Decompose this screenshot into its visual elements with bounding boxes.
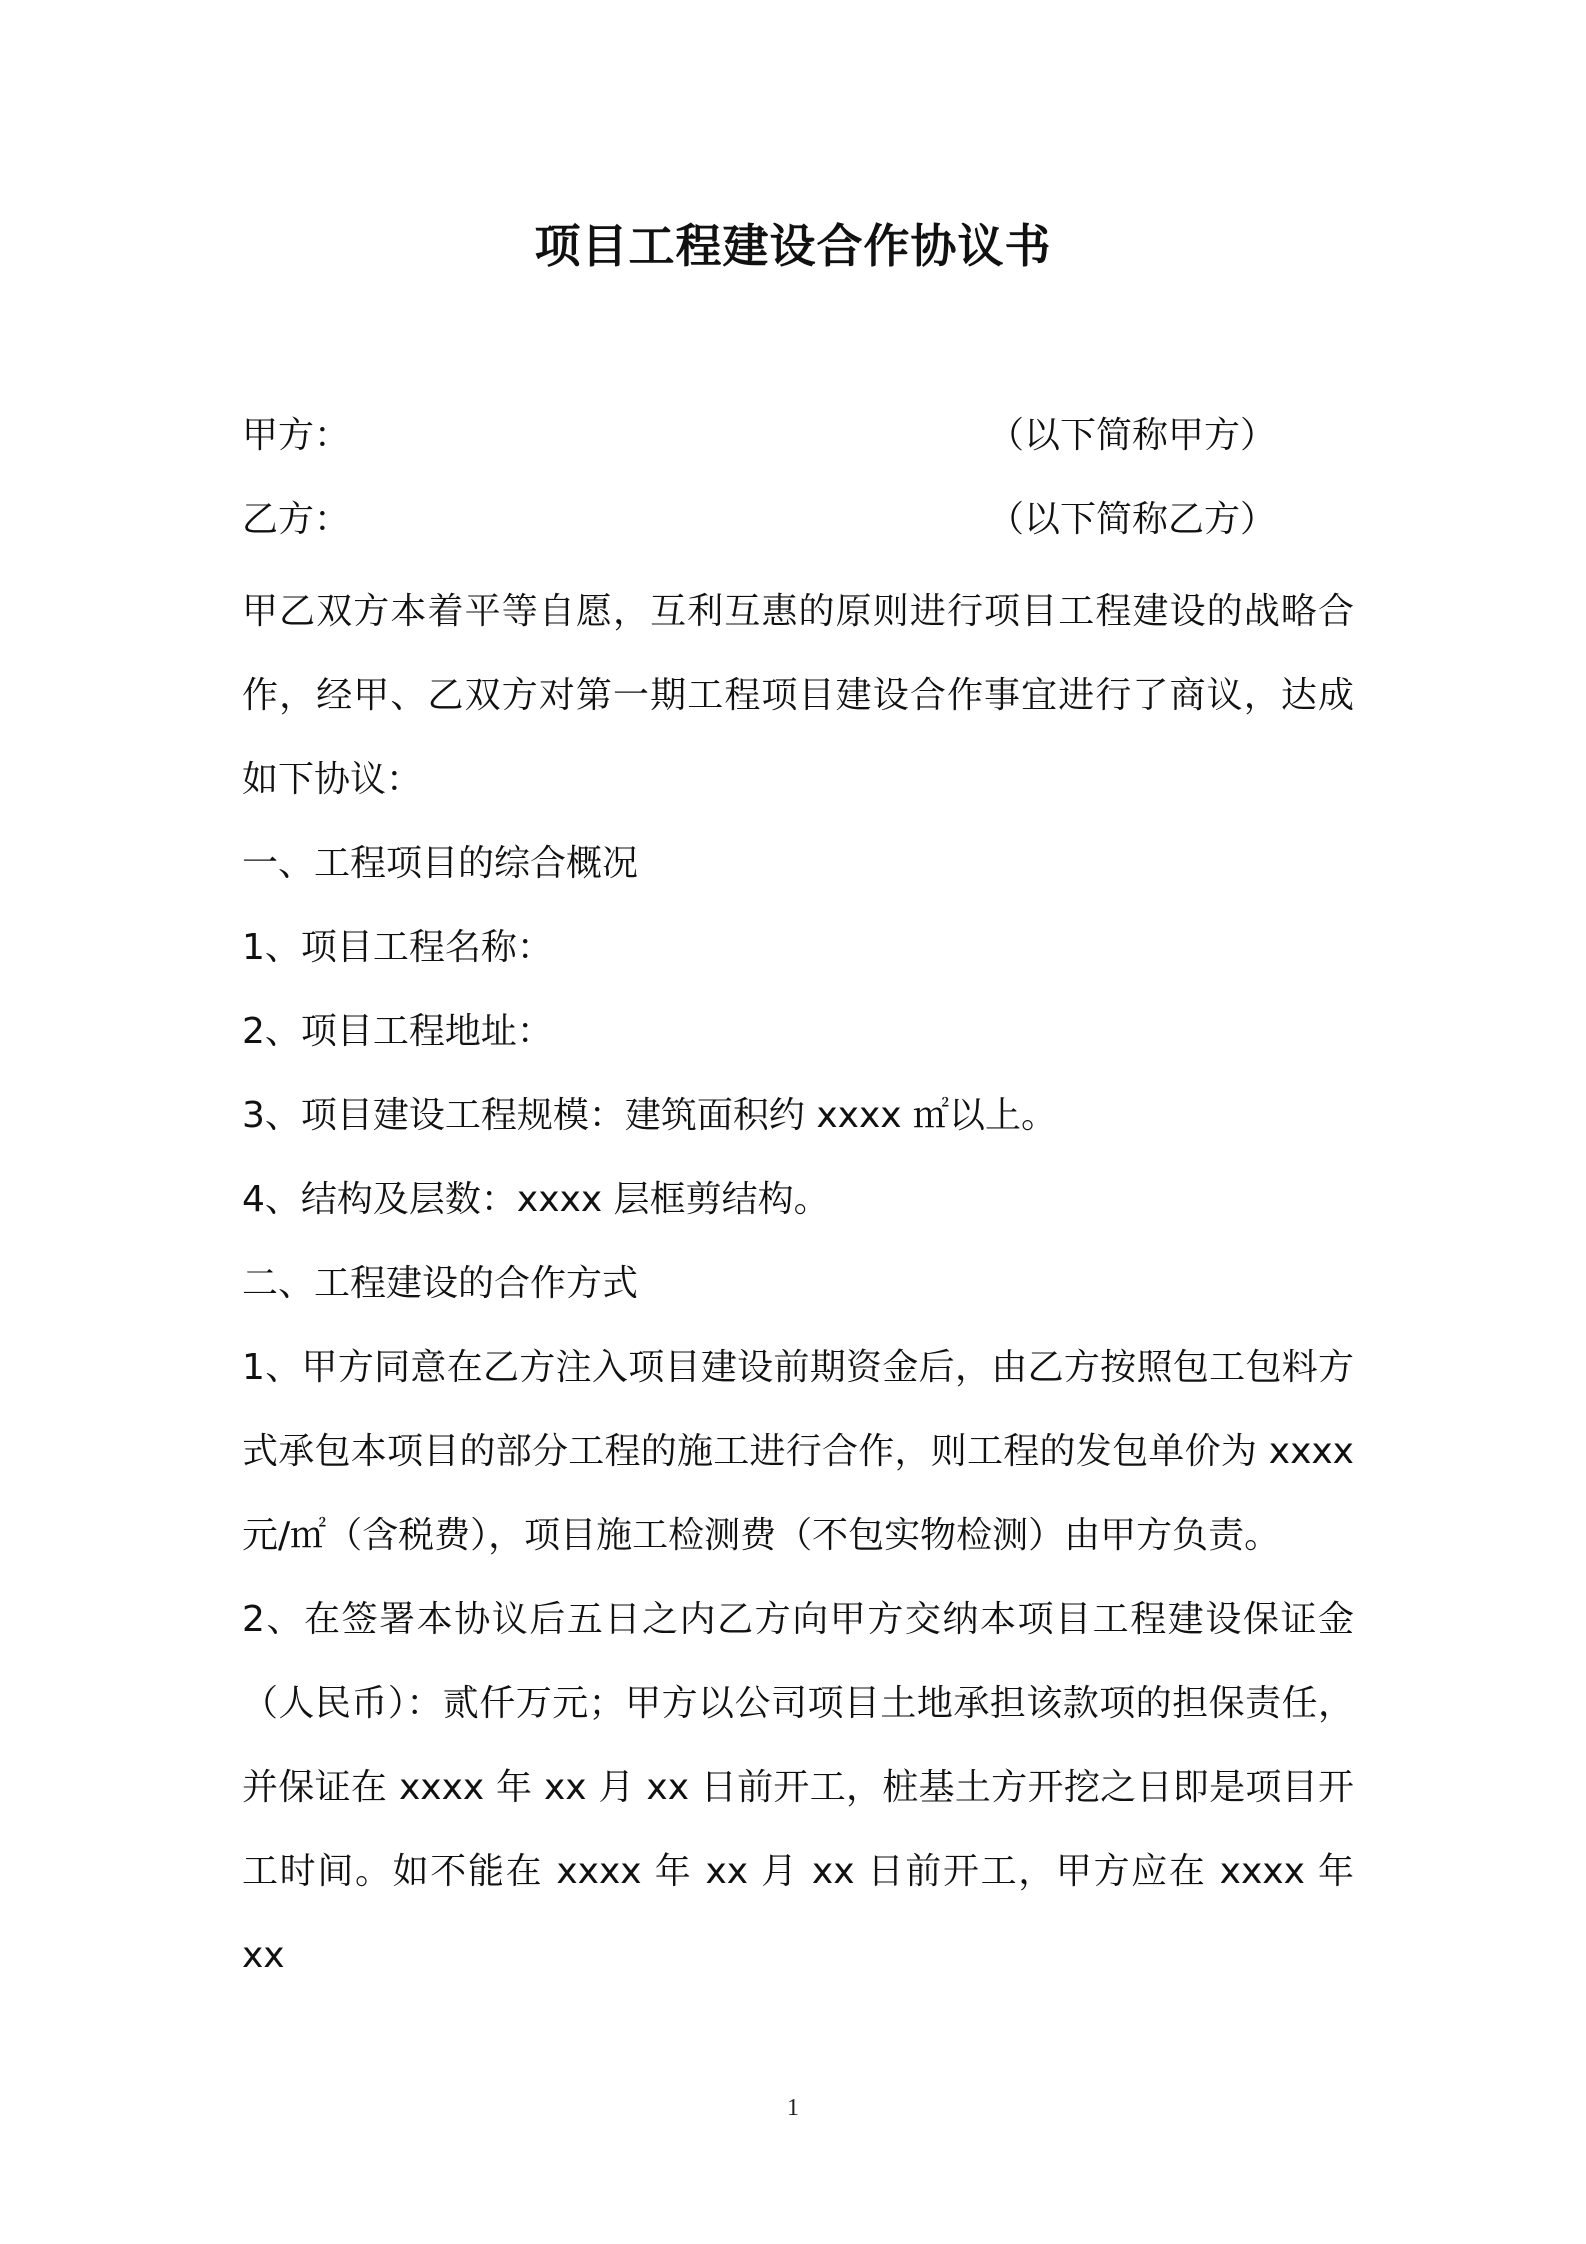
clause-project-name: 1、项目工程名称： bbox=[242, 927, 553, 968]
party-b-line bbox=[242, 490, 1354, 550]
party-a-line bbox=[242, 406, 1354, 466]
clause-contract-price: 1、甲方同意在乙方注入项目建设前期资金后，由乙方按照包工包料方式承包本项目的部分工程的施工进行合作，则工程的发包单价为 xxxx 元/㎡（含税费），项目施工检测费（不包实物检测）由甲方负责。 bbox=[242, 1347, 1354, 1556]
party-b-label: 乙方： bbox=[242, 499, 351, 540]
section-heading-cooperation: 二、工程建设的合作方式 bbox=[242, 1263, 639, 1304]
clause-deposit: 2、在签署本协议后五日之内乙方向甲方交纳本项目工程建设保证金（人民币）：贰仟万元；甲方以公司项目土地承担该款项的担保责任，并保证在 xxxx 年 xx 月 xx 日前开工，桩基土方开挖之日即是项目开工时间。如不能在 xxxx 年 xx 月 xx 日前开工，甲方应在 xxxx 年 xx bbox=[242, 1599, 1354, 1976]
party-a-note: （以下简称甲方） bbox=[988, 415, 1277, 456]
page-number: 1 bbox=[787, 2095, 799, 2121]
clause-project-address: 2、项目工程地址： bbox=[242, 1011, 553, 1052]
agreement-body bbox=[242, 570, 1354, 1998]
clause-project-scale: 3、项目建设工程规模：建筑面积约 xxxx ㎡以上。 bbox=[242, 1095, 1058, 1136]
clause-structure-floors: 4、结构及层数：xxxx 层框剪结构。 bbox=[242, 1179, 830, 1220]
intro-paragraph: 甲乙双方本着平等自愿，互利互惠的原则进行项目工程建设的战略合作，经甲、乙双方对第一期工程项目建设合作事宜进行了商议，达成如下协议： bbox=[242, 591, 1354, 800]
document-title: 项目工程建设合作协议书 bbox=[534, 219, 1052, 273]
party-b-note: （以下简称乙方） bbox=[988, 499, 1277, 540]
party-a-label: 甲方： bbox=[242, 415, 351, 456]
section-heading-overview: 一、工程项目的综合概况 bbox=[242, 843, 639, 884]
